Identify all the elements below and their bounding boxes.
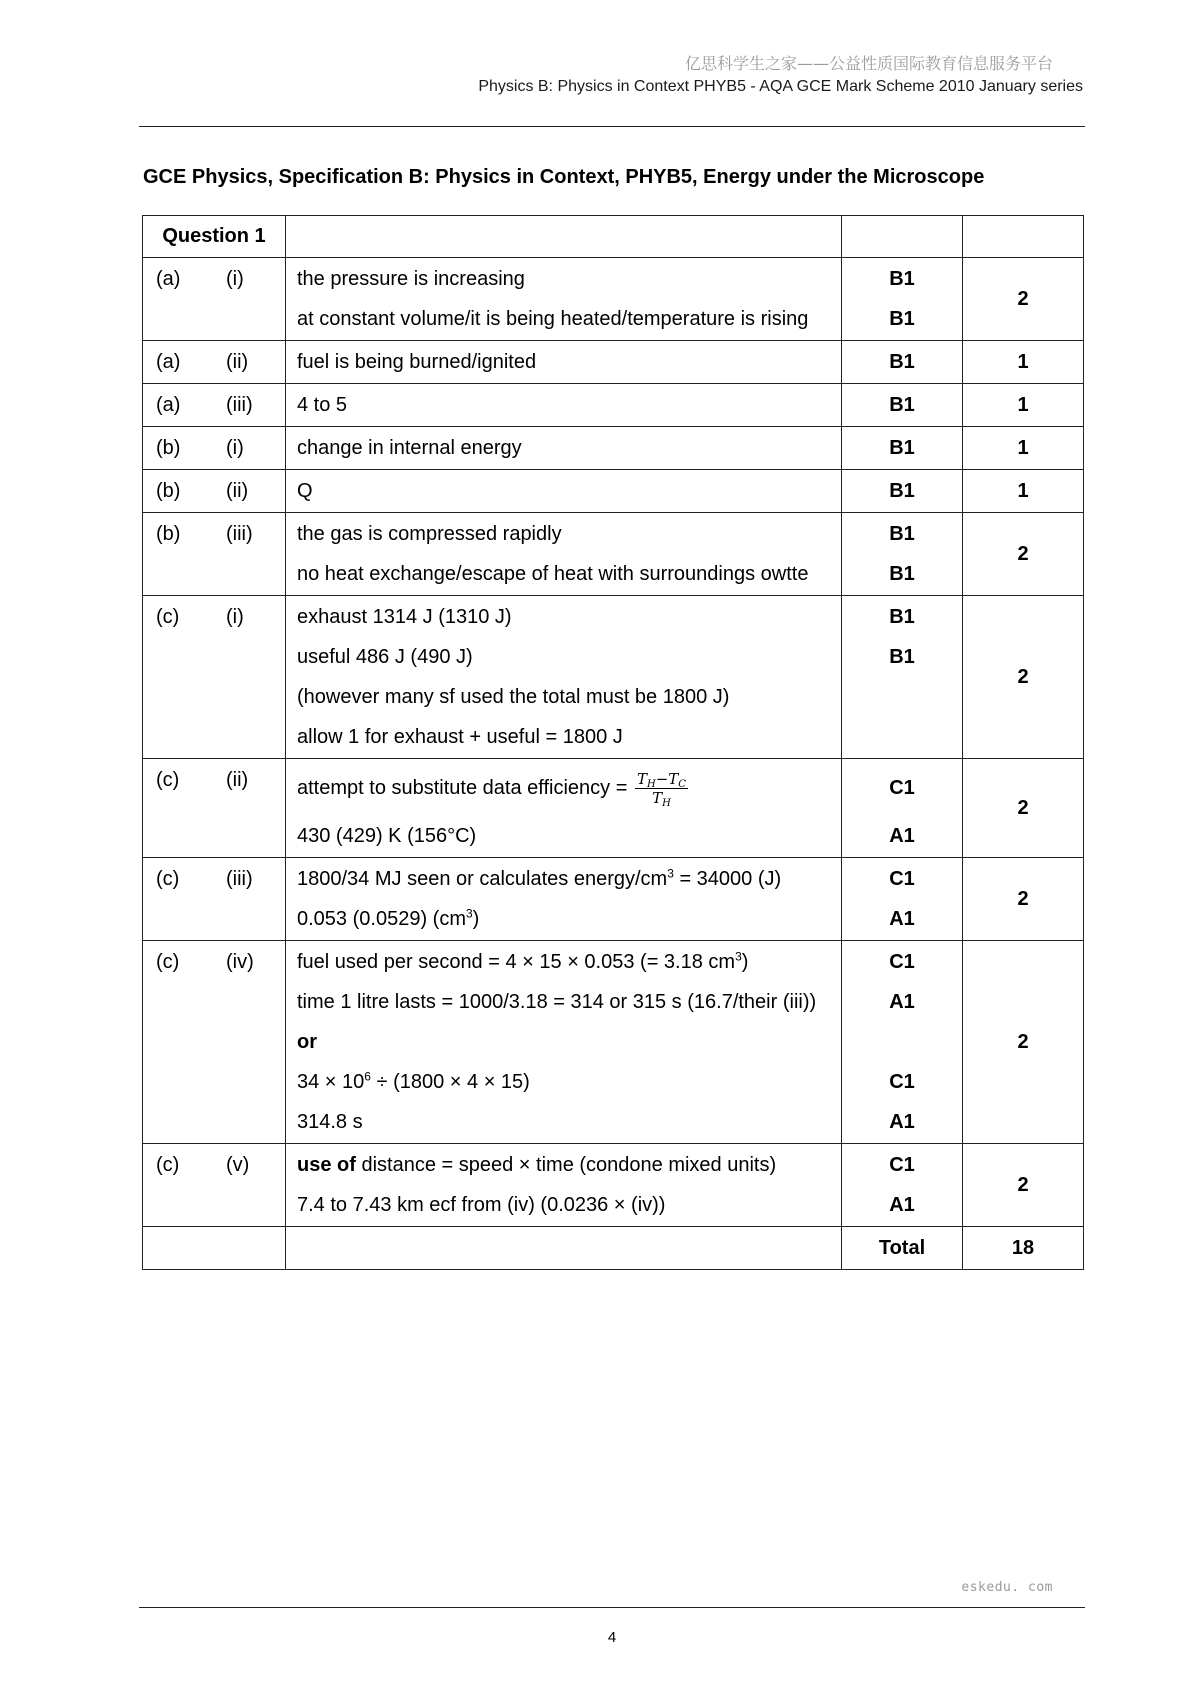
question-ref [143, 471, 285, 511]
row-total-cell [963, 341, 1084, 384]
answer-text-after: ÷ (1800 × 4 × 15) [370, 1071, 530, 1093]
row-c-iii [143, 858, 1084, 941]
part-label: (a) [156, 268, 181, 290]
answer-line: time 1 litre lasts = 1000/3.18 = 314 or 315 s (16.7/their (iii)) [297, 991, 817, 1013]
answer-cell [286, 341, 842, 384]
subpart-label: (ii) [226, 480, 249, 502]
part-label: (b) [156, 523, 181, 545]
superscript: 6 [364, 1069, 371, 1084]
answer-line: no heat exchange/escape of heat with surroundings owtte [297, 563, 809, 585]
answer-line [286, 1145, 841, 1185]
row-total-cell [963, 941, 1084, 1144]
row-c-iv [143, 941, 1084, 1144]
answer-text-after: = 34000 (J) [673, 868, 782, 890]
answer-line: at constant volume/it is being heated/temperature is rising [297, 308, 809, 330]
mark-cell [842, 258, 963, 341]
question-ref [143, 859, 285, 899]
answer-line [286, 942, 841, 982]
alternative-connector: or [297, 1031, 317, 1053]
answer-line [286, 859, 841, 899]
row-c-ii [143, 759, 1084, 858]
efficiency-formula [635, 770, 688, 810]
row-total: 2 [1017, 1030, 1029, 1053]
answer-line: 430 (429) K (156°C) [297, 825, 477, 847]
answer-text: 34 × 10 [297, 1071, 365, 1093]
row-total-cell [963, 258, 1084, 341]
answer-cell [286, 858, 842, 941]
mark-cell [842, 759, 963, 858]
part-label: (c) [156, 769, 180, 791]
subpart-label: (ii) [226, 769, 249, 791]
grand-total-cell [963, 1227, 1084, 1270]
mark-code: B1 [889, 563, 915, 585]
row-b-i [143, 427, 1084, 470]
answer-line: change in internal energy [297, 437, 522, 459]
question-ref [143, 342, 285, 382]
answer-line: exhaust 1314 J (1310 J) [297, 606, 512, 628]
subscript-h: H [662, 798, 671, 810]
page-number: 4 [607, 1629, 617, 1646]
footer-divider [139, 1607, 1085, 1608]
answer-cell [286, 470, 842, 513]
question-label-cell [143, 216, 286, 258]
question-ref [143, 385, 285, 425]
answer-text-after: ) [472, 908, 480, 930]
table-header-row [143, 216, 1084, 258]
answer-cell [286, 513, 842, 596]
grand-total: 18 [1011, 1236, 1035, 1259]
mark-code-empty [842, 717, 962, 757]
subscript-c: C [678, 779, 686, 791]
mark-cell [842, 470, 963, 513]
part-label: (a) [156, 351, 181, 373]
header-divider [139, 126, 1085, 127]
subpart-label: (iii) [226, 523, 253, 545]
answer-text-after: ) [741, 951, 749, 973]
answer-text: 1800/34 MJ seen or calculates energy/cm [297, 868, 668, 890]
mark-code: C1 [889, 1154, 915, 1176]
row-total-cell [963, 759, 1084, 858]
fraction-denominator [635, 789, 688, 810]
subpart-label: (v) [226, 1154, 250, 1176]
mark-cell [842, 596, 963, 759]
fraction-numerator [635, 770, 688, 789]
row-total: 1 [1017, 393, 1029, 416]
total-answer-cell [286, 1227, 842, 1270]
row-c-v [143, 1144, 1084, 1227]
row-total: 2 [1017, 287, 1029, 310]
header-answer-cell [286, 216, 842, 258]
mark-code: B1 [889, 308, 915, 330]
question-ref [143, 514, 285, 554]
mark-code: A1 [889, 908, 915, 930]
row-b-ii [143, 470, 1084, 513]
question-ref [143, 259, 285, 299]
superscript: 3 [735, 949, 742, 964]
subpart-label: (i) [226, 268, 244, 290]
superscript: 3 [667, 866, 674, 881]
subpart-label: (iii) [226, 868, 253, 890]
answer-text: 0.053 (0.0529) (cm [297, 908, 466, 930]
question-ref [143, 597, 285, 637]
question-ref [143, 942, 285, 982]
row-total-cell [963, 513, 1084, 596]
mark-code: B1 [889, 480, 915, 502]
row-b-iii [143, 513, 1084, 596]
answer-line [286, 1062, 841, 1102]
answer-emphasis: use of [297, 1154, 356, 1176]
subpart-label: (iii) [226, 394, 253, 416]
answer-cell [286, 759, 842, 858]
question-ref [143, 428, 285, 468]
mark-code: A1 [889, 825, 915, 847]
symbol-t: T [636, 770, 647, 789]
row-total-cell [963, 427, 1084, 470]
answer-line [286, 899, 841, 939]
mark-code: B1 [889, 351, 915, 373]
mark-scheme-table [142, 215, 1084, 1270]
answer-text: fuel used per second = 4 × 15 × 0.053 (= 3.18 cm [297, 951, 736, 973]
mark-cell [842, 384, 963, 427]
header-mark-cell [842, 216, 963, 258]
answer-line [286, 1022, 841, 1062]
row-total-cell [963, 470, 1084, 513]
question-ref [143, 760, 285, 800]
answer-cell [286, 384, 842, 427]
row-total: 1 [1017, 479, 1029, 502]
mark-code: B1 [889, 437, 915, 459]
answer-line: 7.4 to 7.43 km ecf from (iv) (0.0236 × (iv)) [297, 1194, 666, 1216]
ref-cell [143, 858, 286, 941]
subpart-label: (ii) [226, 351, 249, 373]
site-banner: 亿思科学生之家——公益性质国际教育信息服务平台 [684, 54, 1053, 73]
row-total-cell [963, 596, 1084, 759]
ref-cell [143, 341, 286, 384]
part-label: (c) [156, 951, 180, 973]
answer-text: attempt to substitute data efficiency = [297, 777, 633, 799]
row-total: 1 [1017, 350, 1029, 373]
question-label: Question 1 [162, 225, 266, 247]
mark-code: C1 [889, 951, 915, 973]
row-total-cell [963, 384, 1084, 427]
row-total: 2 [1017, 796, 1029, 819]
row-a-i [143, 258, 1084, 341]
symbol-t: T [652, 789, 663, 808]
answer-cell [286, 596, 842, 759]
header-total-cell [963, 216, 1084, 258]
subpart-label: (i) [226, 437, 244, 459]
row-total: 2 [1017, 542, 1029, 565]
running-header: Physics B: Physics in Context PHYB5 - AQA GCE Mark Scheme 2010 January series [478, 78, 1083, 95]
part-label: (a) [156, 394, 181, 416]
subpart-label: (iv) [226, 951, 254, 973]
watermark: eskedu. com [961, 1580, 1053, 1595]
mark-code: B1 [889, 268, 915, 290]
mark-code: C1 [889, 1071, 915, 1093]
ref-cell [143, 384, 286, 427]
ref-cell [143, 941, 286, 1144]
ref-cell [143, 427, 286, 470]
part-label: (b) [156, 480, 181, 502]
subscript-h: H [646, 779, 656, 791]
mark-code: B1 [889, 606, 915, 628]
row-total: 2 [1017, 665, 1029, 688]
answer-cell [286, 258, 842, 341]
mark-code-empty [842, 677, 962, 717]
part-label: (c) [156, 1154, 180, 1176]
total-label-cell [842, 1227, 963, 1270]
mark-code: B1 [889, 646, 915, 668]
answer-line: allow 1 for exhaust + useful = 1800 J [297, 726, 623, 748]
mark-cell [842, 427, 963, 470]
mark-code: C1 [889, 868, 915, 890]
answer-line: fuel is being burned/ignited [297, 351, 537, 373]
ref-cell [143, 1144, 286, 1227]
mark-cell [842, 341, 963, 384]
part-label: (c) [156, 868, 180, 890]
mark-code: B1 [889, 523, 915, 545]
mark-code: B1 [889, 394, 915, 416]
answer-cell [286, 1144, 842, 1227]
subpart-label: (i) [226, 606, 244, 628]
total-label: Total [878, 1237, 926, 1259]
row-a-iii [143, 384, 1084, 427]
page-title: GCE Physics, Specification B: Physics in Context, PHYB5, Energy under the Microscope [143, 166, 985, 188]
mark-code: A1 [889, 991, 915, 1013]
total-row [143, 1227, 1084, 1270]
row-total: 2 [1017, 887, 1029, 910]
answer-text: distance = speed × time (condone mixed units) [355, 1154, 777, 1176]
answer-line: the pressure is increasing [297, 268, 525, 290]
answer-cell [286, 427, 842, 470]
ref-cell [143, 513, 286, 596]
answer-line: (however many sf used the total must be 1800 J) [297, 686, 730, 708]
mark-code-empty [842, 1022, 962, 1062]
answer-line: Q [297, 480, 313, 502]
row-c-i [143, 596, 1084, 759]
question-ref [143, 1145, 285, 1185]
answer-cell [286, 941, 842, 1144]
row-total: 1 [1017, 436, 1029, 459]
mark-cell [842, 858, 963, 941]
answer-line [286, 760, 841, 816]
mark-code: A1 [889, 1194, 915, 1216]
mark-cell [842, 513, 963, 596]
mark-code: C1 [889, 777, 915, 799]
total-ref-cell [143, 1227, 286, 1270]
answer-line: useful 486 J (490 J) [297, 646, 473, 668]
ref-cell [143, 470, 286, 513]
symbol-t: T [668, 770, 679, 789]
part-label: (c) [156, 606, 180, 628]
mark-cell [842, 941, 963, 1144]
ref-cell [143, 258, 286, 341]
row-total: 2 [1017, 1173, 1029, 1196]
part-label: (b) [156, 437, 181, 459]
row-a-ii [143, 341, 1084, 384]
answer-line: 314.8 s [297, 1111, 363, 1133]
mark-code: A1 [889, 1111, 915, 1133]
answer-line: the gas is compressed rapidly [297, 523, 562, 545]
mark-cell [842, 1144, 963, 1227]
ref-cell [143, 759, 286, 858]
row-total-cell [963, 858, 1084, 941]
answer-line: 4 to 5 [297, 394, 348, 416]
ref-cell [143, 596, 286, 759]
minus-sign: − [655, 770, 669, 789]
superscript: 3 [465, 906, 473, 921]
row-total-cell [963, 1144, 1084, 1227]
